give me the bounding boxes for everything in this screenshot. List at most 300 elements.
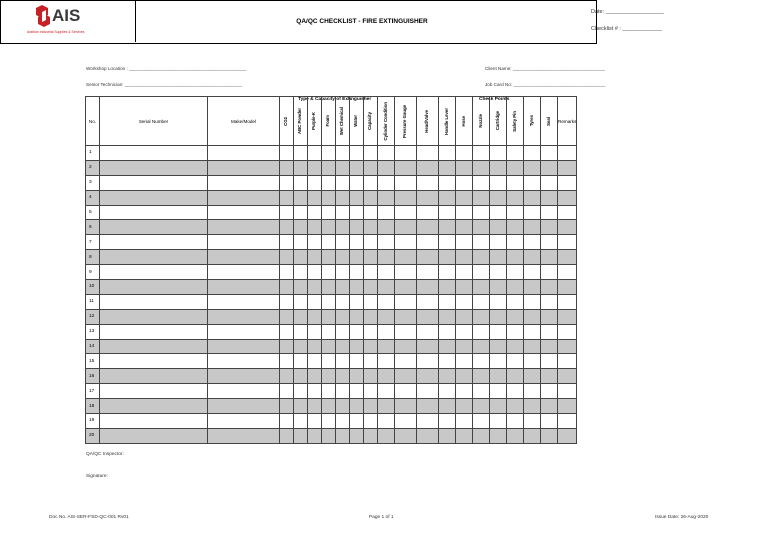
table-cell[interactable] (100, 294, 208, 309)
table-cell[interactable] (524, 354, 541, 369)
table-cell[interactable] (350, 250, 364, 265)
table-cell[interactable] (439, 309, 456, 324)
table-cell[interactable] (490, 399, 507, 414)
table-cell[interactable] (364, 250, 378, 265)
table-cell[interactable] (308, 428, 322, 443)
table-cell[interactable] (322, 250, 336, 265)
table-cell[interactable] (417, 428, 439, 443)
table-cell[interactable] (558, 414, 577, 429)
table-cell[interactable] (378, 160, 395, 175)
table-cell[interactable] (507, 414, 524, 429)
table-cell[interactable] (336, 399, 350, 414)
table-cell[interactable] (456, 280, 473, 295)
table-cell[interactable] (507, 399, 524, 414)
table-cell[interactable] (208, 369, 280, 384)
table-cell[interactable] (336, 309, 350, 324)
table-cell[interactable] (100, 280, 208, 295)
table-cell[interactable] (541, 414, 558, 429)
table-cell[interactable] (100, 146, 208, 161)
table-cell[interactable] (558, 190, 577, 205)
table-cell[interactable] (364, 160, 378, 175)
table-cell[interactable] (417, 160, 439, 175)
table-cell[interactable] (336, 175, 350, 190)
table-cell[interactable] (541, 146, 558, 161)
table-cell[interactable] (378, 309, 395, 324)
table-cell[interactable] (308, 265, 322, 280)
table-cell[interactable] (336, 220, 350, 235)
table-cell[interactable] (439, 399, 456, 414)
table-cell[interactable] (541, 399, 558, 414)
table-cell[interactable] (524, 160, 541, 175)
table-cell[interactable] (100, 414, 208, 429)
table-cell[interactable] (473, 339, 490, 354)
table-cell[interactable] (417, 339, 439, 354)
table-cell[interactable] (456, 250, 473, 265)
table-cell[interactable] (456, 399, 473, 414)
table-cell[interactable] (507, 309, 524, 324)
table-cell[interactable] (395, 324, 417, 339)
table-cell[interactable] (294, 220, 308, 235)
table-cell[interactable] (524, 294, 541, 309)
table-cell[interactable] (456, 324, 473, 339)
table-cell[interactable] (322, 399, 336, 414)
table-cell[interactable] (417, 175, 439, 190)
table-cell[interactable] (294, 369, 308, 384)
table-cell[interactable] (524, 384, 541, 399)
table-cell[interactable] (364, 265, 378, 280)
table-cell[interactable] (208, 339, 280, 354)
table-cell[interactable] (280, 354, 294, 369)
table-cell[interactable] (524, 280, 541, 295)
table-cell[interactable] (395, 354, 417, 369)
table-cell[interactable] (208, 250, 280, 265)
table-cell[interactable] (308, 146, 322, 161)
table-cell[interactable] (378, 146, 395, 161)
table-cell[interactable] (417, 190, 439, 205)
table-cell[interactable] (364, 175, 378, 190)
table-cell[interactable] (364, 399, 378, 414)
table-cell[interactable] (456, 354, 473, 369)
table-cell[interactable] (417, 414, 439, 429)
table-cell[interactable] (456, 265, 473, 280)
table-cell[interactable] (558, 324, 577, 339)
table-cell[interactable] (395, 265, 417, 280)
table-cell[interactable] (364, 339, 378, 354)
table-cell[interactable] (350, 265, 364, 280)
table-cell[interactable] (473, 414, 490, 429)
table-cell[interactable] (100, 384, 208, 399)
table-cell[interactable] (417, 280, 439, 295)
table-cell[interactable] (294, 384, 308, 399)
table-cell[interactable] (322, 205, 336, 220)
table-cell[interactable] (208, 414, 280, 429)
table-cell[interactable] (439, 339, 456, 354)
table-cell[interactable] (439, 235, 456, 250)
table-cell[interactable] (473, 280, 490, 295)
table-cell[interactable] (280, 146, 294, 161)
table-cell[interactable] (322, 146, 336, 161)
table-cell[interactable] (490, 190, 507, 205)
table-cell[interactable] (507, 280, 524, 295)
table-cell[interactable] (308, 220, 322, 235)
table-cell[interactable] (524, 324, 541, 339)
job-card-field[interactable]: Job Card No: ____________________________________ (485, 82, 606, 87)
table-cell[interactable] (417, 294, 439, 309)
table-cell[interactable] (378, 175, 395, 190)
table-cell[interactable] (294, 399, 308, 414)
table-cell[interactable] (456, 160, 473, 175)
table-cell[interactable] (294, 414, 308, 429)
table-cell[interactable] (350, 175, 364, 190)
table-cell[interactable] (507, 250, 524, 265)
table-cell[interactable] (294, 235, 308, 250)
table-cell[interactable] (350, 190, 364, 205)
table-cell[interactable] (100, 369, 208, 384)
table-cell[interactable] (524, 220, 541, 235)
table-cell[interactable] (308, 205, 322, 220)
table-cell[interactable] (524, 339, 541, 354)
table-cell[interactable] (350, 339, 364, 354)
table-cell[interactable] (100, 250, 208, 265)
table-cell[interactable] (541, 294, 558, 309)
table-cell[interactable] (395, 294, 417, 309)
table-cell[interactable] (456, 414, 473, 429)
table-cell[interactable] (490, 280, 507, 295)
table-cell[interactable] (558, 354, 577, 369)
table-cell[interactable] (507, 235, 524, 250)
table-cell[interactable] (490, 428, 507, 443)
table-cell[interactable] (490, 339, 507, 354)
table-cell[interactable] (100, 175, 208, 190)
table-cell[interactable] (439, 324, 456, 339)
workshop-location-field[interactable]: Workshop Location : ______________________________________________ (86, 66, 247, 71)
table-cell[interactable] (490, 175, 507, 190)
table-cell[interactable] (350, 220, 364, 235)
table-cell[interactable] (364, 294, 378, 309)
table-cell[interactable] (524, 205, 541, 220)
table-cell[interactable] (439, 354, 456, 369)
table-cell[interactable] (280, 339, 294, 354)
table-cell[interactable] (558, 146, 577, 161)
table-cell[interactable] (208, 205, 280, 220)
table-cell[interactable] (308, 190, 322, 205)
table-cell[interactable] (208, 428, 280, 443)
table-cell[interactable] (490, 146, 507, 161)
table-cell[interactable] (417, 205, 439, 220)
table-cell[interactable] (322, 265, 336, 280)
table-cell[interactable] (322, 160, 336, 175)
table-cell[interactable] (456, 146, 473, 161)
table-cell[interactable] (473, 235, 490, 250)
table-cell[interactable] (308, 280, 322, 295)
table-cell[interactable] (524, 309, 541, 324)
table-cell[interactable] (417, 309, 439, 324)
table-cell[interactable] (322, 294, 336, 309)
table-cell[interactable] (100, 339, 208, 354)
table-cell[interactable] (322, 324, 336, 339)
table-cell[interactable] (490, 294, 507, 309)
table-cell[interactable] (100, 160, 208, 175)
table-cell[interactable] (439, 250, 456, 265)
checklist-number-field[interactable]: Checklist # : _____________ (591, 26, 663, 32)
table-cell[interactable] (208, 324, 280, 339)
table-cell[interactable] (473, 205, 490, 220)
table-cell[interactable] (541, 354, 558, 369)
table-cell[interactable] (456, 384, 473, 399)
table-cell[interactable] (100, 190, 208, 205)
table-cell[interactable] (208, 294, 280, 309)
table-cell[interactable] (208, 384, 280, 399)
table-cell[interactable] (364, 280, 378, 295)
table-cell[interactable] (308, 384, 322, 399)
table-cell[interactable] (294, 324, 308, 339)
table-cell[interactable] (524, 265, 541, 280)
table-cell[interactable] (395, 414, 417, 429)
table-cell[interactable] (308, 235, 322, 250)
table-cell[interactable] (294, 280, 308, 295)
table-cell[interactable] (524, 250, 541, 265)
table-cell[interactable] (322, 354, 336, 369)
table-cell[interactable] (378, 250, 395, 265)
table-cell[interactable] (308, 399, 322, 414)
table-cell[interactable] (541, 190, 558, 205)
table-cell[interactable] (350, 354, 364, 369)
table-cell[interactable] (280, 324, 294, 339)
table-cell[interactable] (336, 384, 350, 399)
table-cell[interactable] (350, 294, 364, 309)
table-cell[interactable] (490, 205, 507, 220)
table-cell[interactable] (294, 146, 308, 161)
table-cell[interactable] (378, 414, 395, 429)
table-cell[interactable] (322, 339, 336, 354)
table-cell[interactable] (322, 280, 336, 295)
table-cell[interactable] (524, 175, 541, 190)
table-cell[interactable] (541, 160, 558, 175)
table-cell[interactable] (395, 235, 417, 250)
table-cell[interactable] (322, 384, 336, 399)
table-cell[interactable] (473, 250, 490, 265)
table-cell[interactable] (439, 414, 456, 429)
table-cell[interactable] (490, 354, 507, 369)
table-cell[interactable] (280, 369, 294, 384)
table-cell[interactable] (507, 146, 524, 161)
table-cell[interactable] (364, 205, 378, 220)
table-cell[interactable] (336, 354, 350, 369)
table-cell[interactable] (308, 160, 322, 175)
table-cell[interactable] (364, 235, 378, 250)
table-cell[interactable] (378, 354, 395, 369)
table-cell[interactable] (294, 309, 308, 324)
table-cell[interactable] (541, 339, 558, 354)
table-cell[interactable] (395, 160, 417, 175)
table-cell[interactable] (507, 220, 524, 235)
table-cell[interactable] (280, 175, 294, 190)
table-cell[interactable] (364, 324, 378, 339)
table-cell[interactable] (378, 235, 395, 250)
table-cell[interactable] (395, 220, 417, 235)
table-cell[interactable] (322, 220, 336, 235)
table-cell[interactable] (473, 354, 490, 369)
table-cell[interactable] (456, 175, 473, 190)
table-cell[interactable] (558, 309, 577, 324)
table-cell[interactable] (490, 250, 507, 265)
table-cell[interactable] (456, 190, 473, 205)
table-cell[interactable] (541, 235, 558, 250)
table-cell[interactable] (507, 190, 524, 205)
table-cell[interactable] (541, 309, 558, 324)
table-cell[interactable] (336, 369, 350, 384)
table-cell[interactable] (541, 369, 558, 384)
table-cell[interactable] (558, 205, 577, 220)
table-cell[interactable] (100, 265, 208, 280)
table-cell[interactable] (507, 369, 524, 384)
table-cell[interactable] (280, 414, 294, 429)
table-cell[interactable] (541, 428, 558, 443)
table-cell[interactable] (322, 190, 336, 205)
table-cell[interactable] (336, 160, 350, 175)
table-cell[interactable] (322, 175, 336, 190)
table-cell[interactable] (417, 354, 439, 369)
table-cell[interactable] (439, 369, 456, 384)
table-cell[interactable] (473, 294, 490, 309)
table-cell[interactable] (456, 205, 473, 220)
table-cell[interactable] (208, 399, 280, 414)
table-cell[interactable] (395, 250, 417, 265)
table-cell[interactable] (336, 205, 350, 220)
table-cell[interactable] (208, 354, 280, 369)
table-cell[interactable] (558, 399, 577, 414)
table-cell[interactable] (350, 309, 364, 324)
table-cell[interactable] (350, 280, 364, 295)
table-cell[interactable] (294, 265, 308, 280)
table-cell[interactable] (395, 309, 417, 324)
table-cell[interactable] (280, 309, 294, 324)
table-cell[interactable] (322, 235, 336, 250)
table-cell[interactable] (395, 384, 417, 399)
table-cell[interactable] (473, 220, 490, 235)
table-cell[interactable] (336, 324, 350, 339)
table-cell[interactable] (100, 235, 208, 250)
table-cell[interactable] (507, 339, 524, 354)
table-cell[interactable] (417, 220, 439, 235)
table-cell[interactable] (280, 428, 294, 443)
table-cell[interactable] (280, 160, 294, 175)
table-cell[interactable] (350, 369, 364, 384)
table-cell[interactable] (558, 294, 577, 309)
table-cell[interactable] (507, 265, 524, 280)
table-cell[interactable] (280, 384, 294, 399)
table-cell[interactable] (208, 309, 280, 324)
table-cell[interactable] (490, 220, 507, 235)
table-cell[interactable] (350, 428, 364, 443)
table-cell[interactable] (336, 428, 350, 443)
table-cell[interactable] (558, 265, 577, 280)
table-cell[interactable] (208, 220, 280, 235)
table-cell[interactable] (364, 428, 378, 443)
table-cell[interactable] (308, 414, 322, 429)
table-cell[interactable] (541, 250, 558, 265)
table-cell[interactable] (558, 220, 577, 235)
table-cell[interactable] (378, 280, 395, 295)
table-cell[interactable] (558, 339, 577, 354)
table-cell[interactable] (417, 384, 439, 399)
table-cell[interactable] (364, 384, 378, 399)
table-cell[interactable] (322, 414, 336, 429)
table-cell[interactable] (378, 220, 395, 235)
table-cell[interactable] (456, 428, 473, 443)
table-cell[interactable] (490, 160, 507, 175)
table-cell[interactable] (336, 235, 350, 250)
table-cell[interactable] (280, 205, 294, 220)
table-cell[interactable] (524, 399, 541, 414)
table-cell[interactable] (100, 399, 208, 414)
table-cell[interactable] (322, 369, 336, 384)
table-cell[interactable] (439, 205, 456, 220)
table-cell[interactable] (524, 190, 541, 205)
table-cell[interactable] (541, 384, 558, 399)
inspector-field[interactable]: QA/QC Inspector: (86, 452, 124, 457)
table-cell[interactable] (294, 354, 308, 369)
table-cell[interactable] (507, 294, 524, 309)
table-cell[interactable] (417, 250, 439, 265)
table-cell[interactable] (378, 265, 395, 280)
table-cell[interactable] (364, 369, 378, 384)
table-cell[interactable] (350, 384, 364, 399)
table-cell[interactable] (439, 384, 456, 399)
table-cell[interactable] (100, 428, 208, 443)
table-cell[interactable] (507, 324, 524, 339)
table-cell[interactable] (280, 220, 294, 235)
table-cell[interactable] (507, 384, 524, 399)
signature-field[interactable]: Signature: (86, 474, 108, 479)
table-cell[interactable] (473, 428, 490, 443)
table-cell[interactable] (395, 280, 417, 295)
table-cell[interactable] (364, 146, 378, 161)
table-cell[interactable] (417, 399, 439, 414)
table-cell[interactable] (208, 280, 280, 295)
table-cell[interactable] (308, 369, 322, 384)
table-cell[interactable] (308, 250, 322, 265)
table-cell[interactable] (558, 384, 577, 399)
table-cell[interactable] (417, 265, 439, 280)
table-cell[interactable] (473, 175, 490, 190)
table-cell[interactable] (439, 280, 456, 295)
table-cell[interactable] (322, 428, 336, 443)
client-name-field[interactable]: Client Name: ____________________________________ (485, 66, 605, 71)
table-cell[interactable] (395, 146, 417, 161)
table-cell[interactable] (336, 146, 350, 161)
table-cell[interactable] (541, 324, 558, 339)
table-cell[interactable] (336, 280, 350, 295)
table-cell[interactable] (473, 324, 490, 339)
table-cell[interactable] (350, 414, 364, 429)
table-cell[interactable] (280, 190, 294, 205)
senior-technician-field[interactable]: Senior Technician: ______________________________________________ (86, 82, 243, 87)
table-cell[interactable] (294, 205, 308, 220)
table-cell[interactable] (280, 265, 294, 280)
table-cell[interactable] (417, 369, 439, 384)
table-cell[interactable] (473, 369, 490, 384)
table-cell[interactable] (308, 175, 322, 190)
table-cell[interactable] (417, 235, 439, 250)
table-cell[interactable] (308, 294, 322, 309)
table-cell[interactable] (336, 414, 350, 429)
table-cell[interactable] (364, 309, 378, 324)
table-cell[interactable] (294, 294, 308, 309)
table-cell[interactable] (208, 265, 280, 280)
table-cell[interactable] (541, 220, 558, 235)
table-cell[interactable] (558, 428, 577, 443)
